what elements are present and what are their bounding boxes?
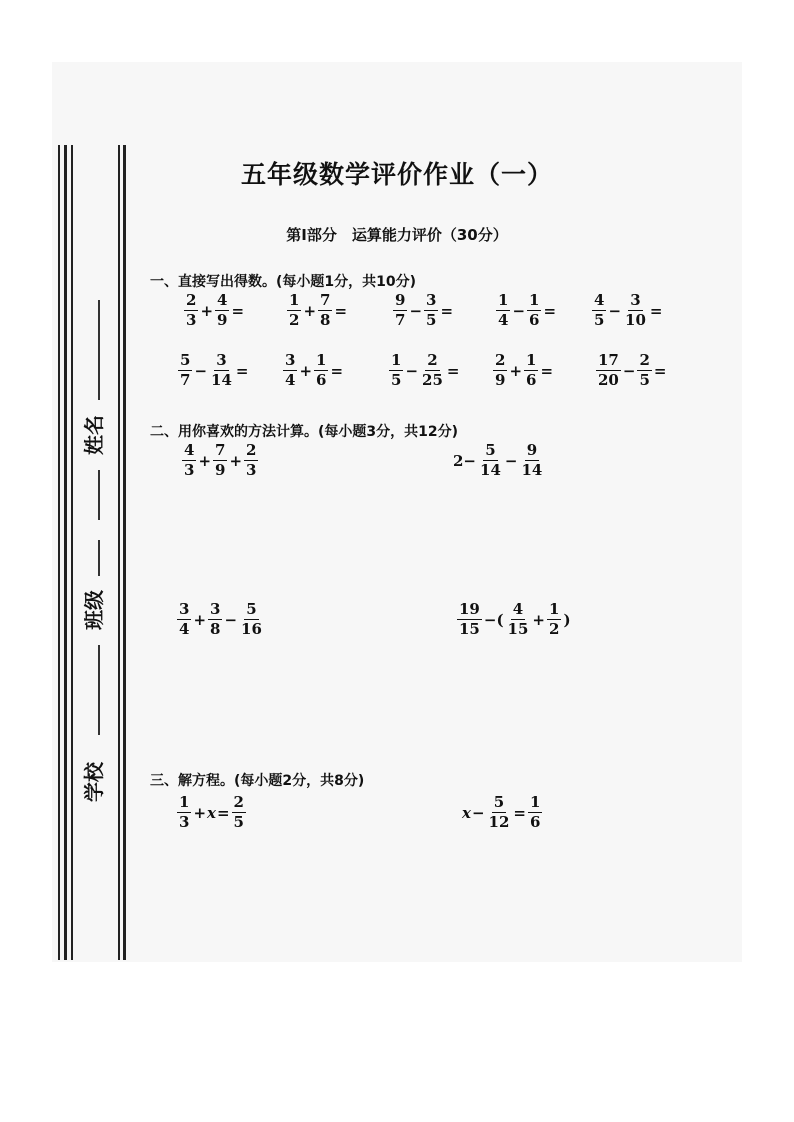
fraction <box>524 353 538 388</box>
binding-line <box>123 145 126 960</box>
fraction <box>457 602 482 637</box>
numerator: 7 <box>320 291 331 309</box>
section1-problem <box>591 293 663 328</box>
operator: = <box>649 301 663 320</box>
section1-problem <box>492 353 554 388</box>
fraction <box>287 293 301 328</box>
page-title: 五年级数学评价作业（一） <box>240 160 553 189</box>
operator: − <box>224 610 238 629</box>
numerator: 7 <box>215 441 226 459</box>
denominator: 5 <box>391 371 402 389</box>
operator: + <box>193 803 207 822</box>
denominator: 8 <box>210 620 221 638</box>
denominator: 15 <box>459 620 480 638</box>
fraction <box>239 602 264 637</box>
section2-problem <box>176 602 265 637</box>
operator: − <box>504 451 518 470</box>
operator: + <box>229 451 243 470</box>
numerator: 5 <box>180 351 191 369</box>
part-heading: 第I部分 运算能力评价（30分） <box>286 226 508 244</box>
fraction <box>177 795 191 830</box>
fraction <box>506 602 531 637</box>
scanned-sheet <box>52 62 742 962</box>
denominator: 3 <box>179 813 190 831</box>
fraction <box>318 293 332 328</box>
fraction <box>487 795 512 830</box>
numerator: 3 <box>216 351 227 369</box>
denominator: 2 <box>289 311 300 329</box>
section3-heading: 三、解方程。(每小题2分，共8分) <box>150 773 365 789</box>
operator: = <box>540 361 554 380</box>
numerator: 19 <box>459 600 480 618</box>
fraction <box>596 353 621 388</box>
denominator: 14 <box>480 461 501 479</box>
fraction <box>393 293 407 328</box>
fraction <box>527 293 541 328</box>
numerator: 9 <box>395 291 406 309</box>
operator: ) <box>563 610 571 629</box>
denominator: 4 <box>179 620 190 638</box>
binding-line <box>58 145 60 960</box>
numerator: 2 <box>186 291 197 309</box>
denominator: 2 <box>549 620 560 638</box>
operator: = <box>653 361 667 380</box>
fraction <box>213 443 227 478</box>
operator: + <box>299 361 313 380</box>
operator: = <box>543 301 557 320</box>
operator: − <box>471 803 485 822</box>
operator: 2− <box>453 451 477 470</box>
denominator: 4 <box>285 371 296 389</box>
school-label: 学校 <box>82 762 106 802</box>
fraction <box>478 443 503 478</box>
operator: + <box>200 301 214 320</box>
numerator: 1 <box>526 351 537 369</box>
operator: = <box>231 301 245 320</box>
numerator: 2 <box>233 793 244 811</box>
operator: + <box>509 361 523 380</box>
denominator: 16 <box>241 620 262 638</box>
operator: + <box>198 451 212 470</box>
numerator: 1 <box>289 291 300 309</box>
denominator: 25 <box>422 371 443 389</box>
numerator: 2 <box>639 351 650 369</box>
variable: x <box>462 803 471 822</box>
section1-problem <box>282 353 344 388</box>
numerator: 2 <box>495 351 506 369</box>
numerator: 1 <box>529 291 540 309</box>
fraction <box>389 353 403 388</box>
numerator: 1 <box>179 793 190 811</box>
section3-problem <box>462 795 543 830</box>
numerator: 1 <box>391 351 402 369</box>
denominator: 3 <box>184 461 195 479</box>
operator: = <box>330 361 344 380</box>
denominator: 3 <box>186 311 197 329</box>
fraction <box>208 602 222 637</box>
numerator: 17 <box>598 351 619 369</box>
fraction <box>424 293 438 328</box>
section2-heading: 二、用你喜欢的方法计算。(每小题3分，共12分) <box>150 424 459 440</box>
binding-line <box>71 145 73 960</box>
fraction <box>528 795 542 830</box>
section2-problem <box>456 602 572 637</box>
numerator: 1 <box>549 600 560 618</box>
operator: = <box>446 361 460 380</box>
binding-line <box>118 145 120 960</box>
operator: − <box>405 361 419 380</box>
fraction <box>519 443 544 478</box>
fraction <box>493 353 507 388</box>
denominator: 9 <box>495 371 506 389</box>
fraction <box>623 293 648 328</box>
fraction <box>184 293 198 328</box>
fraction <box>209 353 234 388</box>
denominator: 6 <box>526 371 537 389</box>
numerator: 9 <box>526 441 538 459</box>
denominator: 3 <box>246 461 257 479</box>
operator: = <box>334 301 348 320</box>
numerator: 4 <box>217 291 228 309</box>
denominator: 6 <box>529 813 541 831</box>
numerator: 4 <box>594 291 605 309</box>
class-field[interactable] <box>98 645 100 735</box>
denominator: 6 <box>316 371 327 389</box>
operator: = <box>513 803 526 822</box>
section1-problem <box>183 293 245 328</box>
denominator: 6 <box>529 311 540 329</box>
name-field[interactable] <box>98 470 100 520</box>
denominator: 5 <box>639 371 650 389</box>
numerator: 2 <box>246 441 257 459</box>
fraction <box>244 443 258 478</box>
denominator: 9 <box>215 461 226 479</box>
variable: x <box>207 803 216 822</box>
name-field[interactable] <box>98 300 100 400</box>
numerator: 5 <box>493 793 505 811</box>
numerator: 3 <box>285 351 296 369</box>
class-label: 班级 <box>82 590 106 630</box>
section1-problem <box>177 353 249 388</box>
operator: + <box>303 301 317 320</box>
numerator: 1 <box>498 291 509 309</box>
section1-heading: 一、直接写出得数。(每小题1分，共10分) <box>150 274 417 290</box>
numerator: 4 <box>184 441 195 459</box>
operator: + <box>532 610 545 629</box>
fraction <box>177 602 191 637</box>
numerator: 1 <box>316 351 327 369</box>
operator: −( <box>483 610 504 629</box>
fraction <box>215 293 229 328</box>
denominator: 14 <box>521 461 543 479</box>
denominator: 8 <box>320 311 331 329</box>
section1-problem <box>388 353 460 388</box>
name-label: 姓名 <box>82 415 106 455</box>
operator: + <box>193 610 207 629</box>
denominator: 4 <box>498 311 509 329</box>
numerator: 3 <box>179 600 190 618</box>
section2-problem <box>452 443 545 478</box>
denominator: 5 <box>426 311 437 329</box>
class-field[interactable] <box>98 540 100 576</box>
fraction <box>637 353 651 388</box>
numerator: 1 <box>529 793 541 811</box>
numerator: 4 <box>512 600 524 618</box>
denominator: 15 <box>507 620 529 638</box>
operator: = <box>216 803 230 822</box>
fraction <box>182 443 196 478</box>
numerator: 2 <box>427 351 438 369</box>
fraction <box>283 353 297 388</box>
fraction <box>232 795 246 830</box>
section1-problem <box>392 293 454 328</box>
denominator: 7 <box>395 311 406 329</box>
denominator: 9 <box>217 311 228 329</box>
numerator: 3 <box>630 291 641 309</box>
fraction <box>592 293 606 328</box>
denominator: 20 <box>598 371 619 389</box>
numerator: 5 <box>485 441 496 459</box>
operator: − <box>622 361 636 380</box>
section1-problem <box>595 353 667 388</box>
numerator: 3 <box>210 600 221 618</box>
operator: − <box>512 301 526 320</box>
section1-problem <box>286 293 348 328</box>
fraction <box>178 353 192 388</box>
operator: − <box>608 301 622 320</box>
section2-problem <box>181 443 259 478</box>
operator: − <box>409 301 423 320</box>
fraction <box>547 602 561 637</box>
numerator: 5 <box>246 600 257 618</box>
operator: = <box>440 301 454 320</box>
numerator: 3 <box>426 291 437 309</box>
denominator: 10 <box>625 311 646 329</box>
binding-line <box>64 145 67 960</box>
section3-problem <box>176 795 247 830</box>
operator: − <box>194 361 208 380</box>
denominator: 7 <box>180 371 191 389</box>
fraction <box>496 293 510 328</box>
section1-problem <box>495 293 557 328</box>
fraction <box>314 353 328 388</box>
denominator: 12 <box>488 813 510 831</box>
denominator: 5 <box>594 311 605 329</box>
operator: = <box>235 361 249 380</box>
denominator: 5 <box>233 813 244 831</box>
denominator: 14 <box>211 371 232 389</box>
fraction <box>420 353 445 388</box>
